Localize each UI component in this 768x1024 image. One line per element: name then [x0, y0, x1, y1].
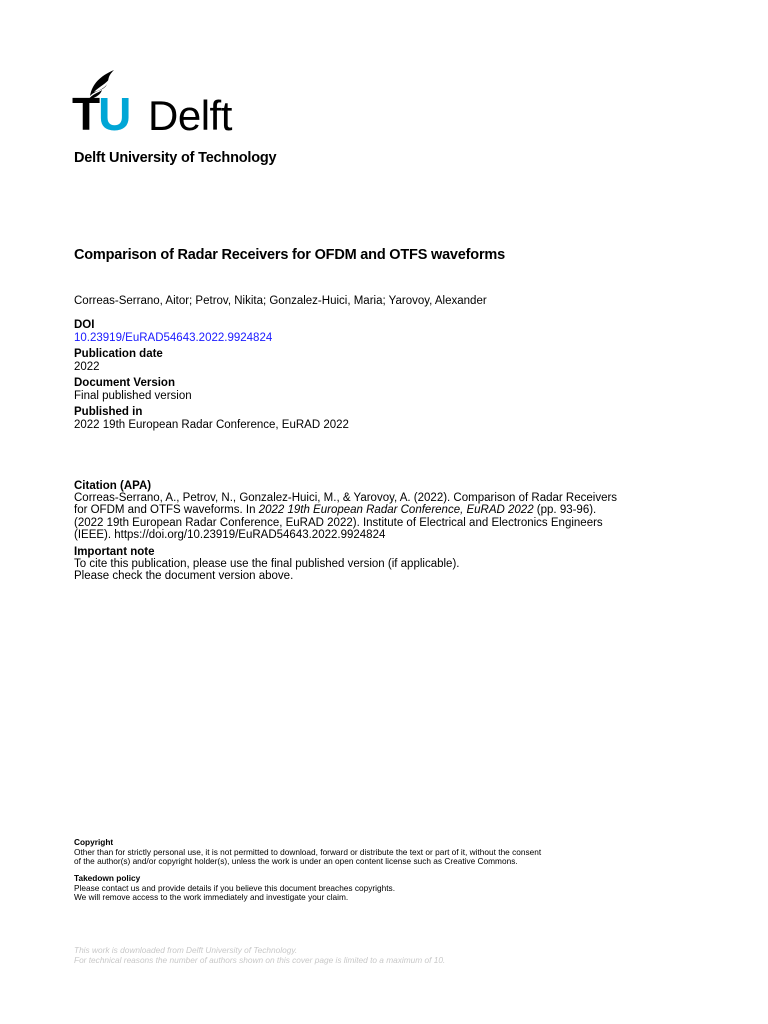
takedown-section [74, 874, 714, 903]
citation-line-4: (IEEE). https://doi.org/10.23919/EuRAD54643.2022.9924824 [74, 528, 386, 541]
citation-line-2 [74, 504, 714, 516]
footer-line-1: This work is downloaded from Delft University of Technology. [74, 945, 298, 955]
citation-label: Citation (APA) [74, 480, 152, 492]
publication-date-value: 2022 [74, 361, 100, 373]
citation-line-1: Correas-Serrano, A., Petrov, N., Gonzalez-Huici, M., & Yarovoy, A. (2022). Comparison of Radar Receivers [74, 492, 618, 505]
citation-section [74, 480, 714, 541]
logo-tu-t: T [72, 88, 99, 140]
publication-date-section [74, 348, 163, 374]
published-in-section [74, 406, 349, 432]
important-note-label: Important note [74, 546, 155, 558]
doi-link[interactable]: 10.23919/EuRAD54643.2022.9924824 [74, 332, 273, 344]
citation-line-3: (2022 19th European Radar Conference, EuRAD 2022). Institute of Electrical and Electronics Engineers [74, 516, 603, 529]
authors-list: Correas-Serrano, Aitor; Petrov, Nikita; Gonzalez-Huici, Maria; Yarovoy, Alexander [74, 295, 487, 307]
download-footer [74, 946, 714, 965]
doi-section [74, 319, 272, 345]
publication-date-label: Publication date [74, 348, 163, 360]
citation-proceedings: 2022 19th European Radar Conference, EuRAD 2022 [258, 504, 534, 517]
document-version-label: Document Version [74, 377, 175, 389]
takedown-line-1: Please contact us and provide details if you believe this document breaches copyrights. [74, 882, 395, 893]
tu-delft-logo [70, 66, 260, 138]
takedown-label: Takedown policy [74, 873, 141, 883]
copyright-section [74, 838, 714, 867]
copyright-label: Copyright [74, 837, 114, 847]
important-note-line-1: To cite this publication, please use the final published version (if applicable). [74, 558, 460, 571]
published-in-value: 2022 19th European Radar Conference, EuRAD 2022 [74, 419, 349, 431]
document-version-value: Final published version [74, 390, 192, 402]
publication-title: Comparison of Radar Receivers for OFDM and OTFS waveforms [74, 247, 505, 263]
takedown-line-2: We will remove access to the work immediately and investigate your claim. [74, 892, 349, 903]
citation-line-2-pre: for OFDM and OTFS waveforms. In [74, 504, 259, 517]
copyright-line-1: Other than for strictly personal use, it is not permitted to download, forward or distribute the text or part of it, without the consent [74, 846, 542, 857]
citation-line-2-post: (pp. 93-96). [533, 504, 597, 517]
document-version-section [74, 377, 192, 403]
copyright-line-2: of the author(s) and/or copyright holder(s), unless the work is under an open content license such as Creative Commons. [74, 856, 518, 867]
footer-line-2: For technical reasons the number of authors shown on this cover page is limited to a maximum of 10. [74, 954, 446, 965]
doi-label: DOI [74, 319, 95, 331]
institution-name: Delft University of Technology [74, 150, 277, 166]
important-note-section [74, 546, 459, 583]
logo-delft-text: Delft [148, 92, 232, 139]
important-note-line-2: Please check the document version above. [74, 570, 294, 583]
published-in-label: Published in [74, 406, 143, 418]
logo-tu-u: U [98, 88, 130, 140]
